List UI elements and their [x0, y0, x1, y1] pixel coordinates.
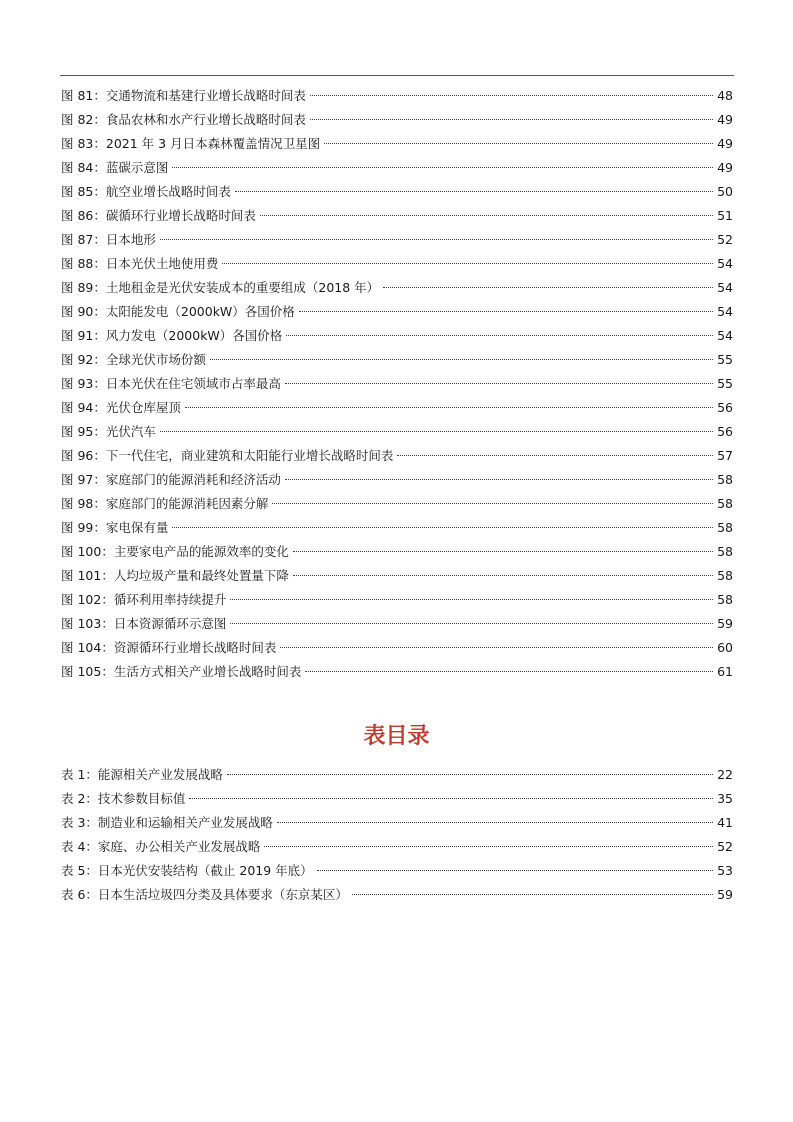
- figure-entry-page-number: 52: [717, 232, 733, 247]
- table-entry-label: 表 1：能源相关产业发展战略: [61, 767, 223, 782]
- figure-entry[interactable]: [61, 372, 733, 396]
- dot-leader: [264, 846, 713, 847]
- dot-leader: [285, 383, 713, 384]
- dot-leader: [286, 335, 713, 336]
- figure-entry-label: 图 102：循环利用率持续提升: [61, 592, 227, 607]
- table-entry[interactable]: [61, 787, 733, 811]
- figure-entry-page-number: 50: [717, 184, 733, 199]
- figure-entry[interactable]: [61, 612, 733, 636]
- figure-entry[interactable]: [61, 636, 733, 660]
- figure-entry-label: 图 86：碳循环行业增长战略时间表: [61, 208, 256, 223]
- table-entry-label: 表 2：技术参数目标值: [61, 791, 186, 806]
- figure-entry[interactable]: [61, 516, 733, 540]
- figure-entry-page-number: 49: [717, 160, 733, 175]
- table-entry-page-number: 41: [717, 815, 733, 830]
- dot-leader: [352, 894, 713, 895]
- table-entry-label: 表 6：日本生活垃圾四分类及具体要求（东京某区）: [61, 887, 348, 902]
- figure-entry-page-number: 56: [717, 424, 733, 439]
- dot-leader: [299, 311, 713, 312]
- figure-entry-page-number: 49: [717, 136, 733, 151]
- dot-leader: [397, 455, 713, 456]
- figure-entry-label: 图 82：食品农林和水产行业增长战略时间表: [61, 112, 306, 127]
- figure-entry-label: 图 95：光伏汽车: [61, 424, 156, 439]
- figure-entry-label: 图 89：土地租金是光伏安装成本的重要组成（2018 年）: [61, 280, 380, 295]
- figure-entry-page-number: 55: [717, 352, 733, 367]
- figure-entry[interactable]: [61, 444, 733, 468]
- figure-entry[interactable]: [61, 84, 733, 108]
- figure-entry-page-number: 49: [717, 112, 733, 127]
- figure-entry-label: 图 94：光伏仓库屋顶: [61, 400, 181, 415]
- figure-entry[interactable]: [61, 156, 733, 180]
- dot-leader: [235, 191, 713, 192]
- figure-entry-label: 图 90：太阳能发电（2000kW）各国价格: [61, 304, 295, 319]
- figure-entry-page-number: 60: [717, 640, 733, 655]
- table-entry-label: 表 3：制造业和运输相关产业发展战略: [61, 815, 273, 830]
- figure-entry[interactable]: [61, 492, 733, 516]
- table-entry[interactable]: [61, 835, 733, 859]
- figure-entry[interactable]: [61, 564, 733, 588]
- dot-leader: [189, 798, 713, 799]
- dot-leader: [185, 407, 713, 408]
- dot-leader: [324, 143, 713, 144]
- figure-entry-page-number: 56: [717, 400, 733, 415]
- dot-leader: [227, 774, 713, 775]
- figure-entry-page-number: 57: [717, 448, 733, 463]
- dot-leader: [310, 95, 713, 96]
- figure-entry-page-number: 48: [717, 88, 733, 103]
- figure-entry[interactable]: [61, 108, 733, 132]
- figure-entry-label: 图 104：资源循环行业增长战略时间表: [61, 640, 277, 655]
- table-entry[interactable]: [61, 763, 733, 787]
- dot-leader: [160, 431, 713, 432]
- figure-entry-page-number: 54: [717, 304, 733, 319]
- dot-leader: [160, 239, 713, 240]
- dot-leader: [272, 503, 713, 504]
- table-entry[interactable]: [61, 883, 733, 907]
- figure-entry-page-number: 58: [717, 544, 733, 559]
- table-entry-page-number: 22: [717, 767, 733, 782]
- figure-entry[interactable]: [61, 348, 733, 372]
- table-entry-page-number: 59: [717, 887, 733, 902]
- figure-entry[interactable]: [61, 252, 733, 276]
- figure-entry-label: 图 99：家电保有量: [61, 520, 169, 535]
- figure-entry[interactable]: [61, 588, 733, 612]
- dot-leader: [230, 599, 713, 600]
- dot-leader: [280, 647, 713, 648]
- table-index-title: 表目录: [363, 724, 430, 749]
- figure-entry-page-number: 59: [717, 616, 733, 631]
- figure-entry-label: 图 91：风力发电（2000kW）各国价格: [61, 328, 283, 343]
- figure-entry-page-number: 58: [717, 520, 733, 535]
- figure-entry[interactable]: [61, 468, 733, 492]
- figure-entry-label: 图 87：日本地形: [61, 232, 156, 247]
- figure-entry-label: 图 81：交通物流和基建行业增长战略时间表: [61, 88, 306, 103]
- dot-leader: [210, 359, 713, 360]
- figure-entry-label: 图 98：家庭部门的能源消耗因素分解: [61, 496, 269, 511]
- dot-leader: [317, 870, 713, 871]
- figure-entry[interactable]: [61, 180, 733, 204]
- figure-entry-label: 图 100：主要家电产品的能源效率的变化: [61, 544, 289, 559]
- figure-entry-label: 图 93：日本光伏在住宅领域市占率最高: [61, 376, 281, 391]
- table-index-list: [61, 763, 733, 907]
- figure-entry[interactable]: [61, 420, 733, 444]
- figure-entry-page-number: 54: [717, 280, 733, 295]
- figure-entry[interactable]: [61, 276, 733, 300]
- header-rule: [60, 75, 734, 76]
- table-entry-page-number: 35: [717, 791, 733, 806]
- figure-entry[interactable]: [61, 540, 733, 564]
- figure-entry-label: 图 103：日本资源循环示意图: [61, 616, 227, 631]
- figure-entry-label: 图 83：2021 年 3 月日本森林覆盖情况卫星图: [61, 136, 321, 151]
- figure-entry-label: 图 96：下一代住宅，商业建筑和太阳能行业增长战略时间表: [61, 448, 394, 463]
- figure-entry-page-number: 54: [717, 328, 733, 343]
- figure-entry-label: 图 92：全球光伏市场份额: [61, 352, 206, 367]
- figure-entry-page-number: 58: [717, 592, 733, 607]
- dot-leader: [293, 551, 713, 552]
- figure-entry[interactable]: [61, 204, 733, 228]
- dot-leader: [285, 479, 713, 480]
- table-entry[interactable]: [61, 811, 733, 835]
- figure-entry-page-number: 58: [717, 496, 733, 511]
- dot-leader: [230, 623, 713, 624]
- figure-entry-label: 图 84：蓝碳示意图: [61, 160, 169, 175]
- figure-entry-page-number: 55: [717, 376, 733, 391]
- dot-leader: [277, 822, 713, 823]
- table-entry-label: 表 4：家庭、办公相关产业发展战略: [61, 839, 261, 854]
- figure-entry[interactable]: [61, 396, 733, 420]
- dot-leader: [383, 287, 713, 288]
- table-entry-page-number: 52: [717, 839, 733, 854]
- table-entry-page-number: 53: [717, 863, 733, 878]
- figure-entry-page-number: 61: [717, 664, 733, 679]
- figure-entry-label: 图 101：人均垃圾产量和最终处置量下降: [61, 568, 289, 583]
- figure-entry-label: 图 97：家庭部门的能源消耗和经济活动: [61, 472, 281, 487]
- figure-entry-page-number: 51: [717, 208, 733, 223]
- figure-entry-label: 图 85：航空业增长战略时间表: [61, 184, 231, 199]
- figure-entry[interactable]: [61, 660, 733, 684]
- figure-entry-page-number: 58: [717, 568, 733, 583]
- dot-leader: [172, 527, 713, 528]
- dot-leader: [310, 119, 713, 120]
- figure-entry[interactable]: [61, 228, 733, 252]
- figure-entry[interactable]: [61, 324, 733, 348]
- figure-entry-label: 图 105：生活方式相关产业增长战略时间表: [61, 664, 302, 679]
- figure-entry[interactable]: [61, 132, 733, 156]
- dot-leader: [172, 167, 713, 168]
- figure-entry[interactable]: [61, 300, 733, 324]
- table-entry-label: 表 5：日本光伏安装结构（截止 2019 年底）: [61, 863, 313, 878]
- table-entry[interactable]: [61, 859, 733, 883]
- dot-leader: [260, 215, 713, 216]
- figure-entry-label: 图 88：日本光伏土地使用费: [61, 256, 219, 271]
- figure-entry-page-number: 58: [717, 472, 733, 487]
- figure-entry-page-number: 54: [717, 256, 733, 271]
- figure-index-list: [61, 84, 733, 684]
- dot-leader: [222, 263, 713, 264]
- dot-leader: [305, 671, 713, 672]
- dot-leader: [293, 575, 713, 576]
